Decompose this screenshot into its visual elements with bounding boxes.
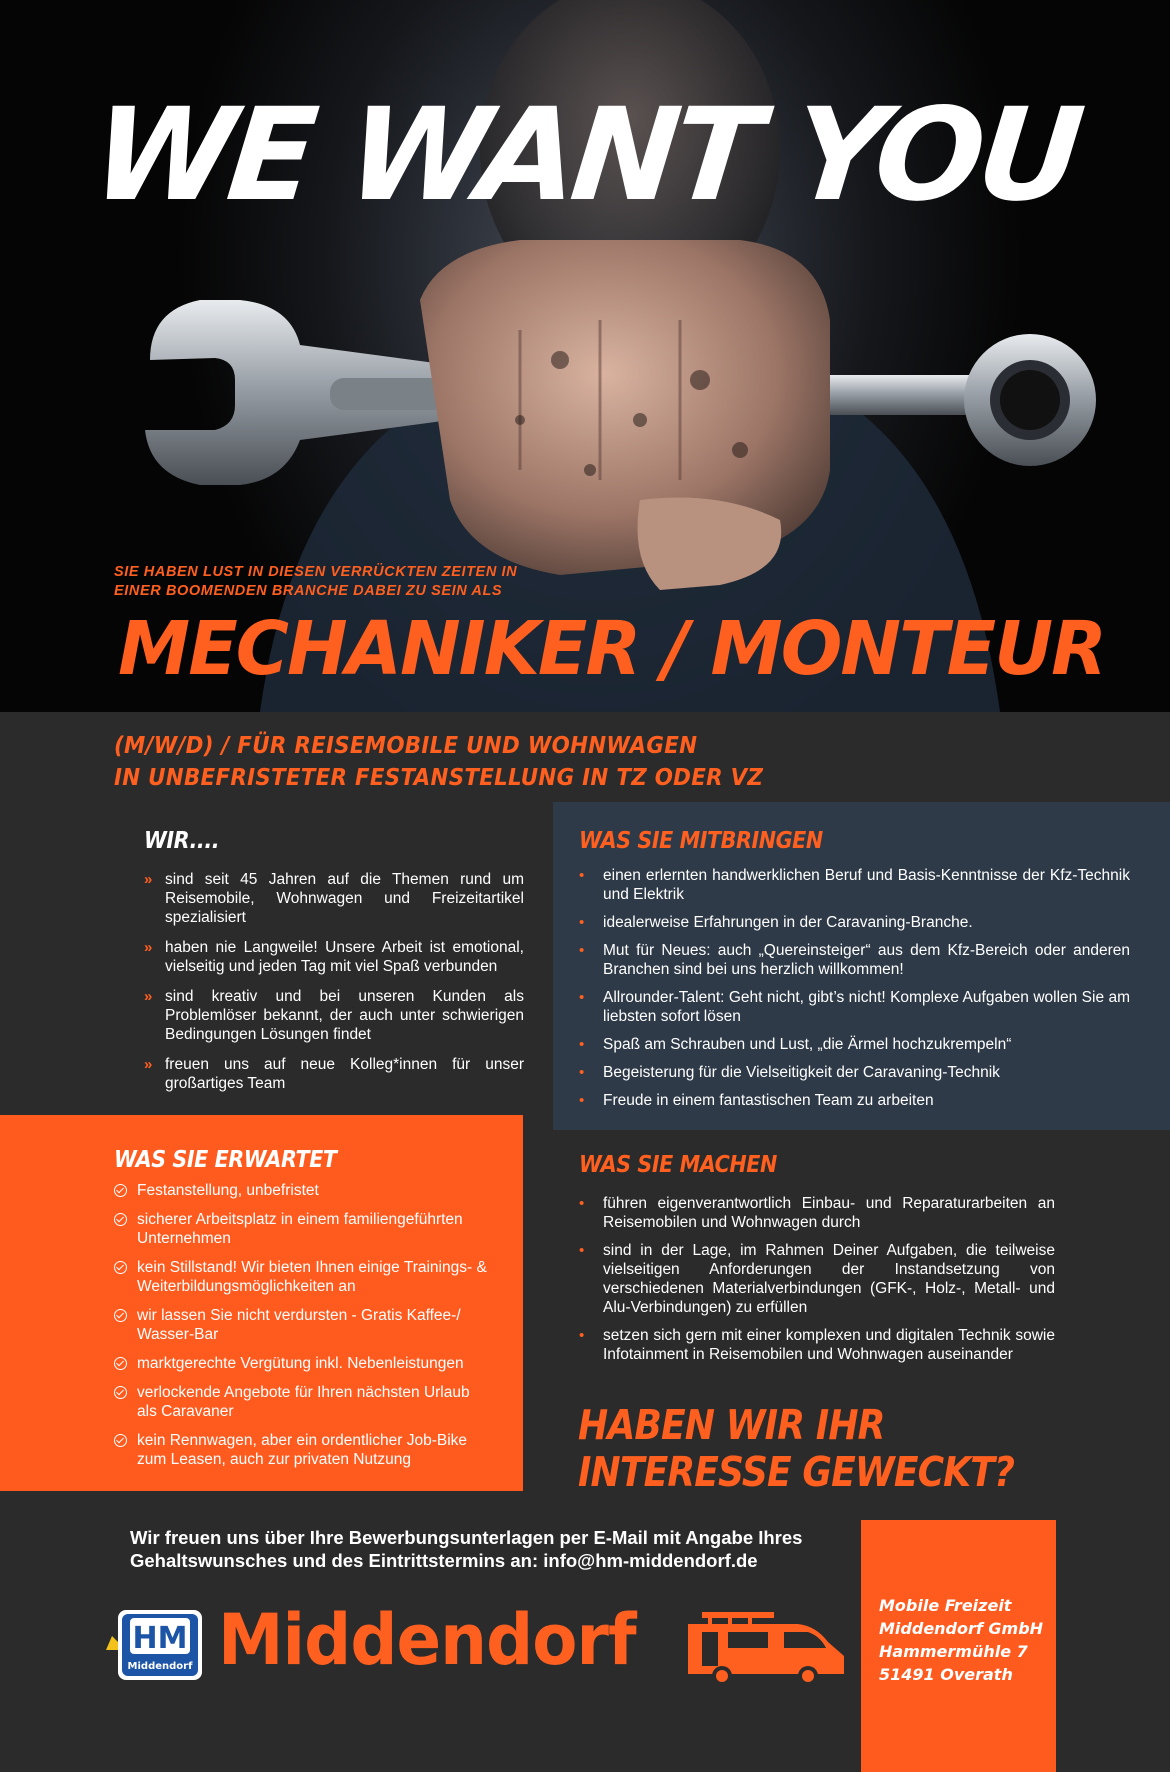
section-title: WAS SIE MITBRINGEN [579,828,823,854]
list-item: sicherer Arbeitsplatz in einem familiengeführten Unternehmen [114,1210,493,1248]
camper-van-icon [688,1612,844,1686]
list-item: • Spaß am Schrauben und Lust, „die Ärmel hochzukrempeln“ [579,1036,1012,1053]
job-subheading [114,730,763,794]
list-item: wir lassen Sie nicht verdursten - Gratis Kaffee-/ Wasser-Bar [114,1306,493,1344]
check-circle-icon [114,1213,127,1226]
check-circle-icon [114,1357,127,1370]
bullet-icon: • [579,867,585,884]
cta-line2: INTERESSE GEWECKT? [578,1448,1015,1496]
subheading-line1: (M/W/D) / FÜR REISEMOBILE UND WOHNWAGEN [114,733,698,759]
hero-subtitle-line2: EINER BOOMENDEN BRANCHE DABEI ZU SEIN ALS [114,583,503,599]
address-line2: Middendorf GmbH [879,1619,1044,1638]
section-title: WIR.... [144,828,220,854]
mitbringen-list [579,866,1130,1110]
chevron-double-right-icon: » [144,871,153,888]
list-item: » freuen uns auf neue Kolleg*innen für unser großartiges Team [144,1056,524,1092]
erwartet-list [114,1181,493,1469]
list-item: • Begeisterung für die Vielseitigkeit der Caravaning-Technik [579,1064,1000,1081]
list-item: kein Rennwagen, aber ein ordentlicher Job-Bike zum Leasen, auch zur privaten Nutzung [114,1431,493,1469]
list-item: • einen erlernten handwerklichen Beruf und Basis-Kenntnisse der Kfz-Technik und Elektrik [579,867,1130,903]
list-item: • setzen sich gern mit einer komplexen und digitalen Technik sowie Infotainment in Reisemobilen und Wohnwagen auseinander [579,1327,1055,1363]
bullet-icon: • [579,1242,585,1259]
company-address [861,1520,1056,1772]
list-item: • Allrounder-Talent: Geht nicht, gibt’s nicht! Komplexe Aufgaben wollen Sie am liebsten sofort lösen [579,989,1130,1025]
machen-list [579,1194,1055,1364]
logo-mark: HM [132,1621,188,1656]
list-item: • sind in der Lage, im Rahmen Deiner Aufgaben, die teilweise vielseitigen Anforderungen der Instandsetzung von verschiedenen Materialverbindungen (GFK-, Holz-, Metall- und Alu-Verbindungen) zu erfüllen [579,1242,1055,1316]
wir-list [144,870,524,1093]
application-info [130,1526,830,1572]
list-item: verlockende Angebote für Ihren nächsten Urlaub als Caravaner [114,1383,493,1421]
address-line4: 51491 Overath [879,1665,1013,1684]
list-item: » sind seit 45 Jahren auf die Themen rund um Reisemobile, Wohnwagen und Freizeitartikel spezialisiert [144,871,524,926]
apply-line1: Wir freuen uns über Ihre Bewerbungsunterlagen per E-Mail mit Angabe Ihres [130,1527,803,1548]
list-item: • führen eigenverantwortlich Einbau- und Reparaturarbeiten an Reisemobilen und Wohnwagen durch [579,1195,1055,1231]
apply-line2: Gehaltswunsches und des Eintrittstermins an: info@hm-middendorf.de [130,1550,758,1571]
check-circle-icon [114,1434,127,1447]
list-item: » sind kreativ und bei unseren Kunden als Problemlöser bekannt, der auch unter schwierigen Bedingungen Lösungen findet [144,988,524,1043]
section-erwartet [0,1115,523,1491]
call-to-action [578,1402,1014,1496]
section-wir [144,828,524,1104]
check-circle-icon [114,1184,127,1197]
bullet-icon: • [579,1195,585,1212]
section-machen [579,1152,1055,1373]
bullet-icon: • [579,1036,585,1053]
list-item: • idealerweise Erfahrungen in der Caravaning-Branche. [579,914,973,931]
cta-line1: HABEN WIR IHR [578,1401,885,1449]
section-title: WAS SIE ERWARTET [114,1147,337,1173]
subheading-line2: IN UNBEFRISTETER FESTANSTELLUNG IN TZ ODER VZ [114,765,764,791]
hero-subtitle [114,563,594,601]
chevron-double-right-icon: » [144,939,153,956]
check-circle-icon [114,1309,127,1322]
bullet-icon: • [579,1064,585,1081]
job-title: MECHANIKER / MONTEUR [118,606,1106,692]
list-item: » haben nie Langweile! Unsere Arbeit ist emotional, vielseitig und jeden Tag mit viel Spaß verbunden [144,939,524,975]
section-title: WAS SIE MACHEN [579,1152,777,1178]
list-item: • Freude in einem fantastischen Team zu arbeiten [579,1092,934,1109]
hero-banner [0,0,1170,712]
hero-subtitle-line1: SIE HABEN LUST IN DIESEN VERRÜCKTEN ZEITEN IN [114,564,518,580]
list-item: Festanstellung, unbefristet [114,1181,493,1200]
brand-name: Middendorf [218,1599,636,1681]
chevron-double-right-icon: » [144,988,153,1005]
bullet-icon: • [579,914,585,931]
check-circle-icon [114,1261,127,1274]
list-item: kein Stillstand! Wir bieten Ihnen einige Trainings- & Weiterbildungsmöglichkeiten an [114,1258,493,1296]
bullet-icon: • [579,942,585,959]
list-item: marktgerechte Vergütung inkl. Nebenleistungen [114,1354,493,1373]
check-circle-icon [114,1386,127,1399]
hero-title: WE WANT YOU [85,81,1085,230]
bullet-icon: • [579,1327,585,1344]
bullet-icon: • [579,989,585,1006]
bullet-icon: • [579,1092,585,1109]
logo-sub: Middendorf [127,1661,193,1672]
address-line1: Mobile Freizeit [879,1596,1012,1615]
section-mitbringen [553,802,1170,1130]
chevron-double-right-icon: » [144,1056,153,1073]
hm-logo [106,1606,206,1684]
list-item: • Mut für Neues: auch „Quereinsteiger“ aus dem Kfz-Bereich oder anderen Branchen sind bei uns herzlich willkommen! [579,942,1130,978]
address-line3: Hammermühle 7 [879,1642,1028,1661]
